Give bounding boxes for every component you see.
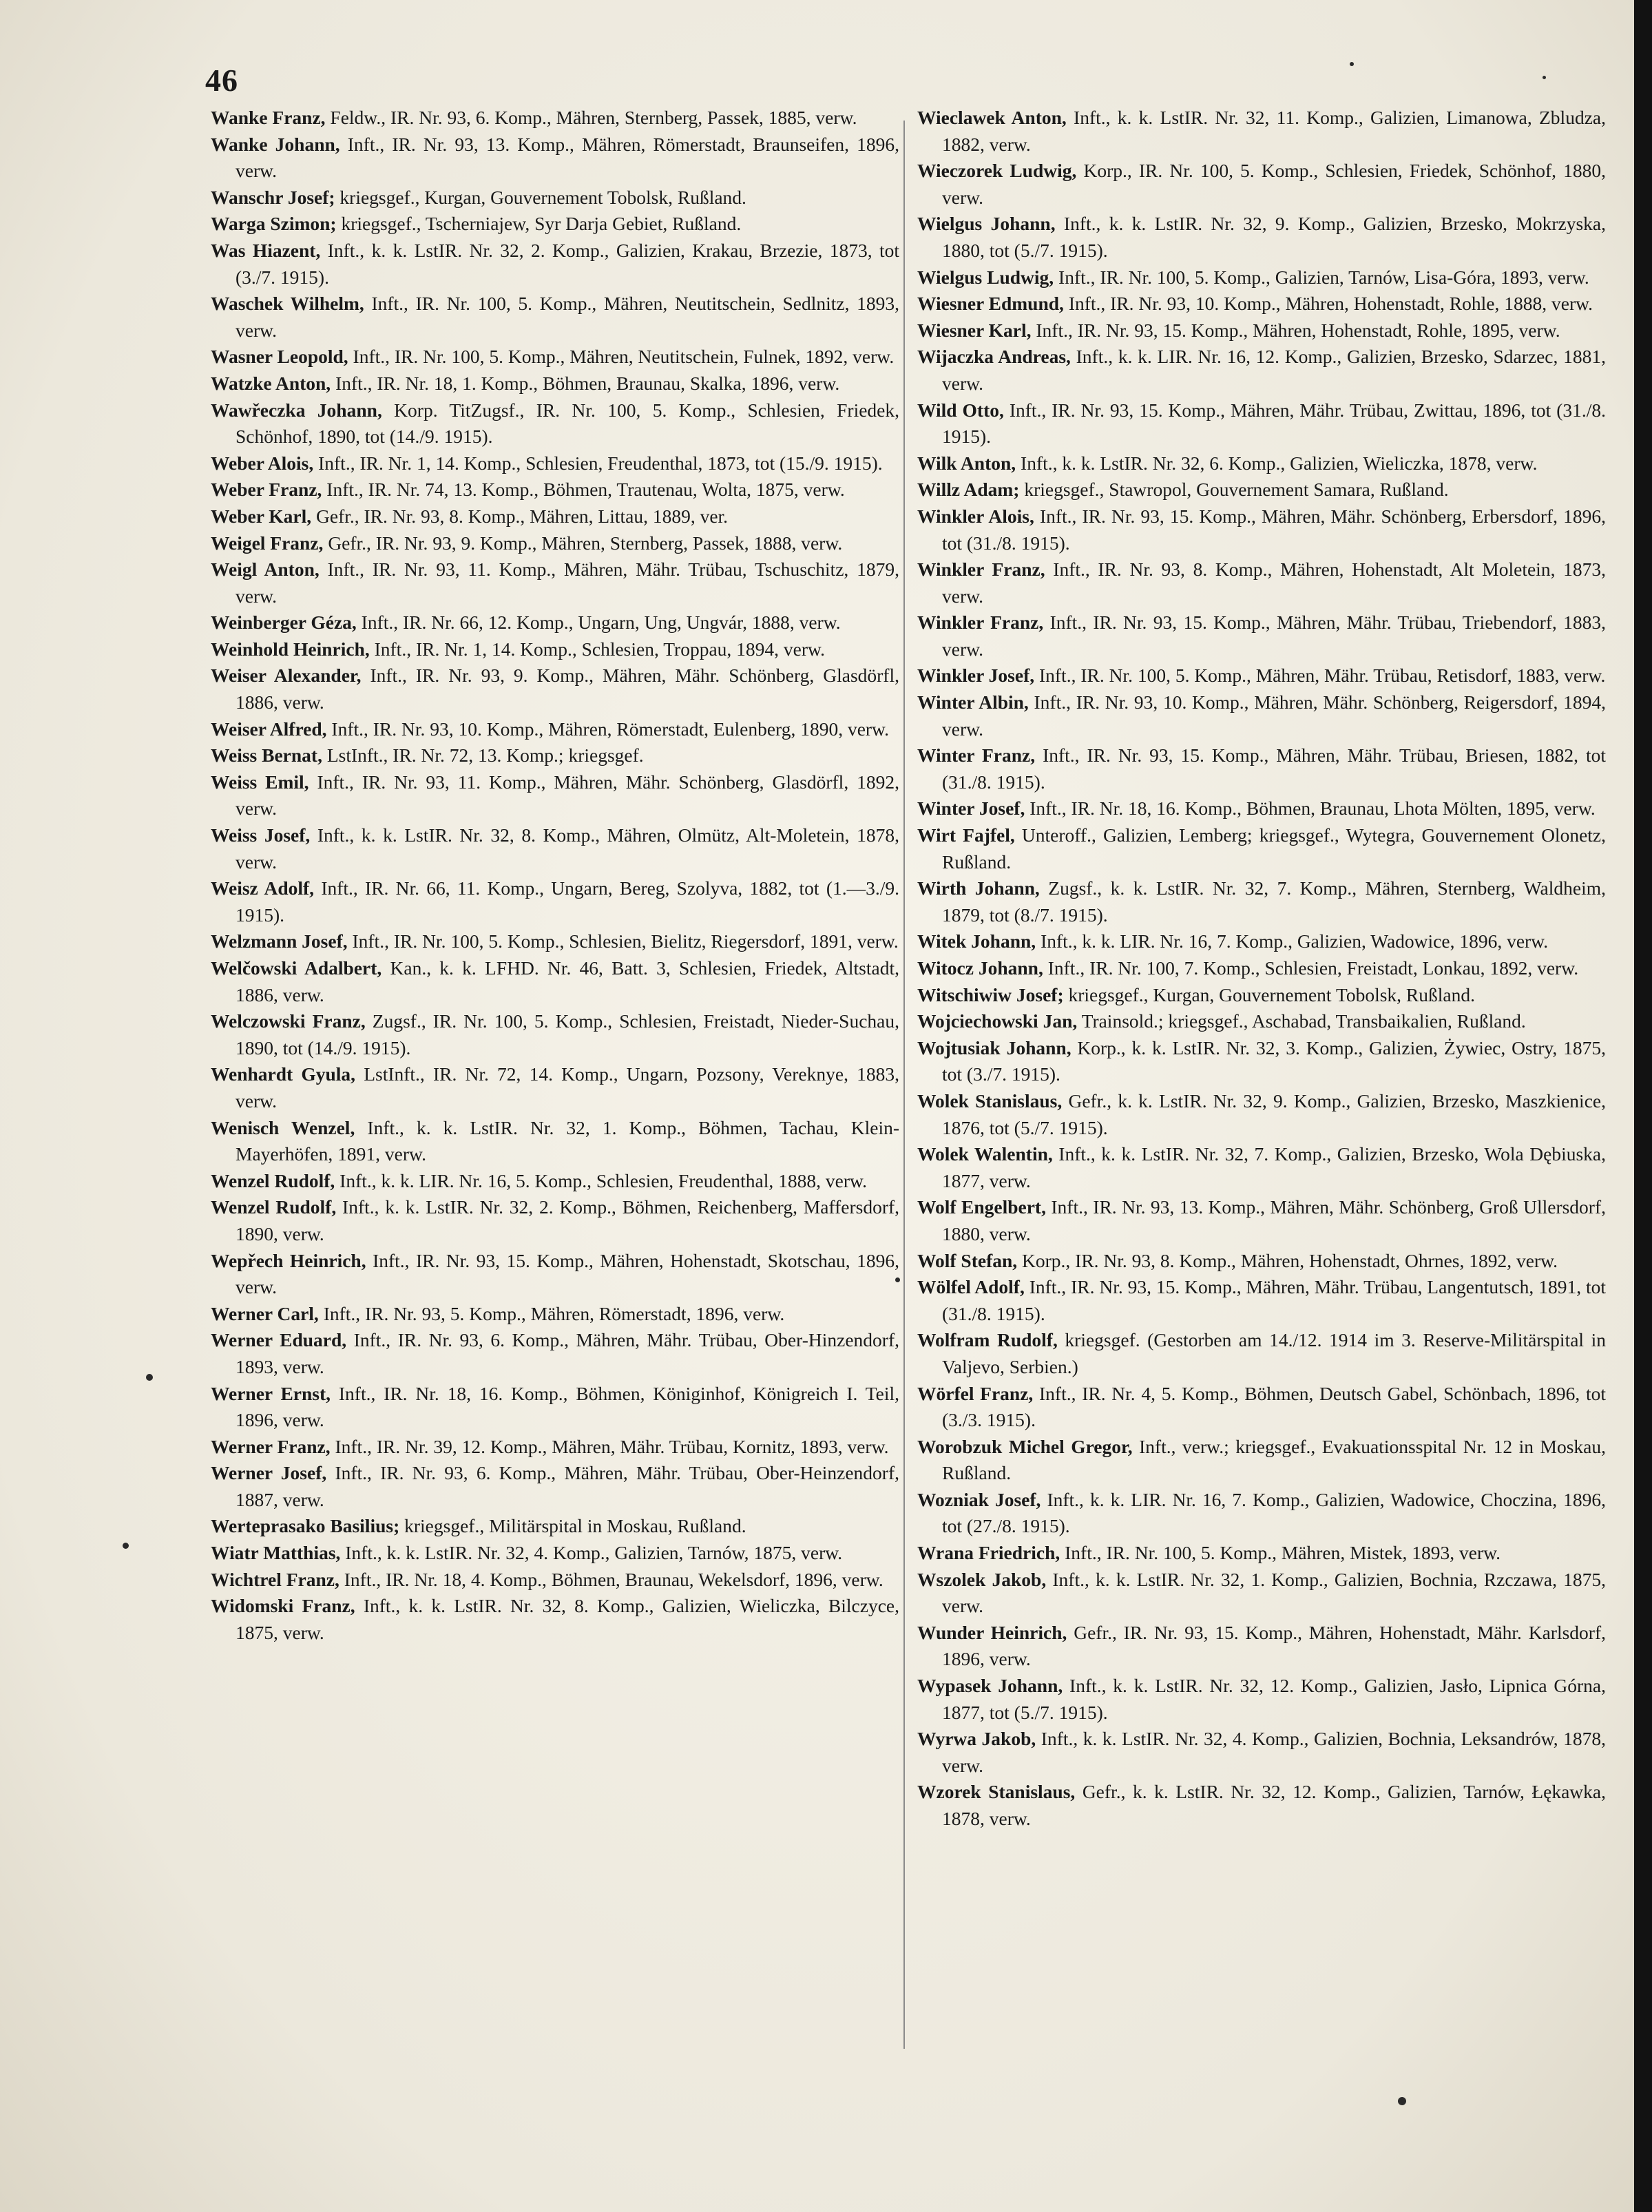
list-entry [211, 1194, 899, 1247]
list-entry [917, 1726, 1606, 1779]
entry-details: Inft., IR. Nr. 18, 1. Komp., Böhmen, Braunau, Skalka, 1896, verw. [331, 372, 840, 394]
list-entry [211, 238, 899, 291]
list-entry [211, 1115, 899, 1168]
entry-name: Wichtrel Franz, [211, 1568, 339, 1590]
list-entry [917, 105, 1606, 158]
entry-name: Weber Karl, [211, 505, 312, 527]
entry-details: Inft., IR. Nr. 93, 15. Komp., Mähren, Mähr. Trübau, Zwittau, 1896, tot (31./8. 1915). [942, 399, 1606, 448]
list-entry [917, 875, 1606, 928]
list-entry [211, 344, 899, 371]
entry-name: Winkler Franz, [917, 612, 1044, 634]
ink-speck [146, 1374, 153, 1381]
entry-name: Wojciechowski Jan, [917, 1010, 1078, 1032]
list-entry [211, 1567, 899, 1594]
entry-details: Inft., IR. Nr. 100, 5. Komp., Mähren, Neutitschein, Fulnek, 1892, verw. [348, 346, 895, 368]
entry-details: Inft., IR. Nr. 93, 9. Komp., Mähren, Mähr. Schönberg, Glasdörfl, 1886, verw. [236, 665, 899, 713]
entry-name: Weiser Alexander, [211, 665, 362, 687]
page-number: 46 [205, 63, 238, 98]
entry-details: Gefr., IR. Nr. 93, 15. Komp., Mähren, Hohenstadt, Mähr. Karlsdorf, 1896, verw. [942, 1621, 1606, 1670]
entry-details: kriegsgef., Kurgan, Gouvernement Tobolsk, Rußland. [1063, 983, 1475, 1005]
entry-name: Werner Carl, [211, 1302, 319, 1324]
entry-name: Wieczorek Ludwig, [917, 160, 1077, 182]
list-entry [917, 503, 1606, 556]
entry-details: Inft., IR. Nr. 100, 5. Komp., Galizien, Tarnów, Lisa-Góra, 1893, verw. [1054, 266, 1589, 288]
entry-name: Wolek Stanislaus, [917, 1089, 1063, 1112]
entry-name: Warga Szimon; [211, 213, 337, 235]
list-entry [917, 291, 1606, 317]
list-entry [211, 609, 899, 636]
entry-name: Wirth Johann, [917, 877, 1040, 899]
entry-name: Winkler Franz, [917, 559, 1045, 581]
entry-details: Inft., IR. Nr. 93, 15. Komp., Mähren, Mähr. Trübau, Triebendorf, 1883, verw. [942, 612, 1606, 660]
entry-name: Weigel Franz, [211, 532, 324, 554]
list-entry [917, 955, 1606, 982]
entry-name: Weigl Anton, [211, 559, 320, 581]
entry-details: Inft., IR. Nr. 18, 16. Komp., Böhmen, Königinhof, Königreich I. Teil, 1896, verw. [236, 1382, 899, 1431]
entry-details: Inft., IR. Nr. 93, 15. Komp., Mähren, Mähr. Trübau, Langentutsch, 1891, tot (31./8. 1915). [942, 1276, 1606, 1324]
entry-details: Inft., IR. Nr. 39, 12. Komp., Mähren, Mähr. Trübau, Kornitz, 1893, verw. [330, 1435, 889, 1457]
entry-name: Wanke Franz, [211, 107, 326, 128]
list-entry [917, 344, 1606, 397]
entry-details: Inft., IR. Nr. 93, 5. Komp., Mähren, Römerstadt, 1896, verw. [318, 1302, 785, 1324]
entry-name: Werner Eduard, [211, 1329, 347, 1351]
entry-name: Was Hiazent, [211, 239, 321, 261]
entry-name: Winkler Alois, [917, 505, 1034, 527]
entry-name: Wrana Friedrich, [917, 1542, 1060, 1564]
entry-details: Korp., IR. Nr. 100, 5. Komp., Schlesien, Friedek, Schönhof, 1880, verw. [942, 160, 1607, 208]
entry-name: Wolek Walentin, [917, 1143, 1053, 1165]
entry-name: Wunder Heinrich, [917, 1621, 1067, 1643]
entry-details: Gefr., k. k. LstIR. Nr. 32, 12. Komp., Galizien, Tarnów, Łękawka, 1878, verw. [942, 1781, 1606, 1829]
entry-name: Weiss Bernat, [211, 744, 322, 766]
entry-details: Inft., k. k. LIR. Nr. 16, 7. Komp., Galizien, Wadowice, Choczina, 1896, tot (27./8. 1915). [942, 1488, 1606, 1537]
entry-details: Inft., k. k. LstIR. Nr. 32, 7. Komp., Galizien, Brzesko, Wola Dębiuska, 1877, verw. [942, 1143, 1606, 1191]
entry-name: Wzorek Stanislaus, [917, 1781, 1076, 1803]
entry-name: Weiss Emil, [211, 771, 309, 793]
list-entry [917, 1487, 1606, 1540]
entry-details: Inft., IR. Nr. 93, 10. Komp., Mähren, Römerstadt, Eulenberg, 1890, verw. [326, 718, 890, 740]
list-entry [211, 530, 899, 557]
entry-name: Wepřech Heinrich, [211, 1249, 366, 1271]
entry-details: Inft., IR. Nr. 93, 11. Komp., Mähren, Mähr. Trübau, Tschuschitz, 1879, verw. [236, 559, 899, 607]
entry-name: Weiser Alfred, [211, 718, 327, 740]
entry-details: Inft., k. k. LstIR. Nr. 32, 1. Komp., Galizien, Bochnia, Rzczawa, 1875, verw. [942, 1568, 1607, 1617]
entry-name: Winter Josef, [917, 797, 1025, 820]
entry-name: Wilk Anton, [917, 452, 1016, 474]
list-entry [211, 1327, 899, 1380]
entry-details: Unteroff., Galizien, Lemberg; kriegsgef., Wytegra, Gouvernement Olonetz, Rußland. [942, 824, 1606, 873]
entry-name: Witek Johann, [917, 930, 1036, 952]
ink-speck [1350, 62, 1354, 66]
entry-name: Wyrwa Jakob, [917, 1728, 1036, 1750]
list-entry [211, 636, 899, 663]
list-entry [917, 1779, 1606, 1832]
list-entry [917, 158, 1606, 211]
entry-details: Inft., IR. Nr. 93, 10. Komp., Mähren, Mähr. Schönberg, Reigersdorf, 1894, verw. [942, 691, 1606, 740]
entry-details: kriegsgef., Tscherniajew, Syr Darja Gebiet, Rußland. [336, 213, 742, 235]
entry-details: Inft., k. k. LstIR. Nr. 32, 6. Komp., Galizien, Wieliczka, 1878, verw. [1016, 452, 1538, 474]
list-entry [211, 397, 899, 450]
entry-details: Inft., k. k. LstIR. Nr. 32, 4. Komp., Galizien, Bochnia, Leksandrów, 1878, verw. [942, 1728, 1606, 1776]
entry-name: Wijaczka Andreas, [917, 346, 1071, 368]
entry-details: Inft., IR. Nr. 18, 16. Komp., Böhmen, Braunau, Lhota Mölten, 1895, verw. [1025, 797, 1596, 820]
list-entry [917, 1620, 1606, 1673]
entry-name: Weber Franz, [211, 479, 322, 501]
list-entry [211, 822, 899, 875]
list-entry [917, 211, 1606, 264]
entry-details: LstInft., IR. Nr. 72, 13. Komp.; kriegsgef. [322, 744, 644, 766]
left-column [211, 105, 899, 1646]
list-entry [211, 1301, 899, 1328]
entry-details: Inft., IR. Nr. 1, 14. Komp., Schlesien, Freudenthal, 1873, tot (15./9. 1915). [313, 452, 883, 474]
list-entry [211, 769, 899, 822]
entry-details: Inft., IR. Nr. 100, 5. Komp., Mähren, Mähr. Trübau, Retisdorf, 1883, verw. [1034, 665, 1606, 687]
entry-name: Waschek Wilhelm, [211, 293, 364, 315]
entry-name: Wojtusiak Johann, [917, 1036, 1071, 1058]
list-entry [211, 875, 899, 928]
list-entry [211, 1168, 899, 1195]
entry-details: kriegsgef., Stawropol, Gouvernement Samara, Rußland. [1019, 479, 1449, 501]
entry-details: Inft., verw.; kriegsgef., Evakuationsspital Nr. 12 in Moskau, Rußland. [942, 1435, 1607, 1484]
entry-details: Inft., IR. Nr. 1, 14. Komp., Schlesien, Troppau, 1894, verw. [369, 638, 825, 660]
entry-name: Wölfel Adolf, [917, 1276, 1025, 1298]
entry-name: Worobzuk Michel Gregor, [917, 1435, 1133, 1457]
entry-name: Wozniak Josef, [917, 1488, 1041, 1510]
entry-details: Inft., IR. Nr. 93, 8. Komp., Mähren, Hohenstadt, Alt Moletein, 1873, verw. [942, 559, 1607, 607]
entry-name: Werner Franz, [211, 1435, 331, 1457]
list-entry [917, 742, 1606, 795]
list-entry [917, 1327, 1606, 1380]
entry-name: Werner Ernst, [211, 1382, 331, 1404]
list-entry [917, 1194, 1606, 1247]
entry-name: Wielgus Ludwig, [917, 266, 1054, 288]
entry-name: Welčowski Adalbert, [211, 957, 382, 979]
list-entry [917, 477, 1606, 503]
list-entry [211, 716, 899, 743]
list-entry [211, 955, 899, 1008]
list-entry [211, 1381, 899, 1434]
list-entry [211, 556, 899, 609]
entry-name: Weinhold Heinrich, [211, 638, 370, 660]
entry-name: Wiatr Matthias, [211, 1542, 341, 1564]
entry-details: Inft., IR. Nr. 100, 5. Komp., Schlesien, Bielitz, Riegersdorf, 1891, verw. [347, 930, 899, 952]
list-entry [917, 1274, 1606, 1327]
list-entry [917, 317, 1606, 344]
entry-name: Wolf Engelbert, [917, 1196, 1046, 1218]
entry-details: Inft., IR. Nr. 93, 6. Komp., Mähren, Mähr. Trübau, Ober-Heinzendorf, 1887, verw. [236, 1462, 899, 1510]
ink-speck [123, 1543, 129, 1549]
entry-name: Wiesner Edmund, [917, 293, 1064, 315]
entry-name: Wasner Leopold, [211, 346, 348, 368]
entry-name: Weinberger Géza, [211, 612, 357, 634]
list-entry [211, 450, 899, 477]
entry-name: Wenzel Rudolf, [211, 1169, 335, 1191]
entry-name: Wypasek Johann, [917, 1675, 1063, 1697]
entry-details: Inft., k. k. LstIR. Nr. 32, 1. Komp., Böhmen, Tachau, Klein-Mayerhöfen, 1891, verw. [236, 1116, 899, 1165]
entry-details: Inft., IR. Nr. 93, 11. Komp., Mähren, Mähr. Schönberg, Glasdörfl, 1892, verw. [236, 771, 899, 820]
ink-speck [1543, 76, 1546, 79]
list-entry [917, 928, 1606, 955]
entry-details: Korp., k. k. LstIR. Nr. 32, 3. Komp., Galizien, Żywiec, Ostry, 1875, tot (3./7. 1915). [942, 1036, 1606, 1085]
entry-details: Inft., IR. Nr. 100, 5. Komp., Mähren, Neutitschein, Sedlnitz, 1893, verw. [236, 293, 899, 341]
entry-details: Zugsf., k. k. LstIR. Nr. 32, 7. Komp., Mähren, Sternberg, Waldheim, 1879, tot (8./7. 1915). [942, 877, 1607, 926]
list-entry [211, 1460, 899, 1513]
list-entry [917, 1141, 1606, 1194]
entry-name: Weber Alois, [211, 452, 314, 474]
entry-name: Wieclawek Anton, [917, 107, 1067, 128]
entry-details: Inft., k. k. LstIR. Nr. 32, 2. Komp., Böhmen, Reichenberg, Maffersdorf, 1890, verw. [236, 1196, 900, 1244]
entry-name: Winter Albin, [917, 691, 1029, 713]
ink-speck [1398, 2097, 1406, 2105]
entry-details: Inft., k. k. LIR. Nr. 16, 7. Komp., Galizien, Wadowice, 1896, verw. [1036, 930, 1549, 952]
entry-name: Winter Franz, [917, 744, 1036, 766]
list-entry [917, 1088, 1606, 1141]
entry-details: kriegsgef., Militärspital in Moskau, Rußland. [399, 1515, 746, 1537]
entry-name: Willz Adam; [917, 479, 1020, 501]
list-entry [917, 1248, 1606, 1275]
entry-details: Inft., IR. Nr. 100, 5. Komp., Mähren, Mistek, 1893, verw. [1060, 1542, 1501, 1564]
list-entry [917, 556, 1606, 609]
list-entry [211, 371, 899, 397]
scan-edge [1634, 0, 1652, 2212]
list-entry [211, 1008, 899, 1061]
entry-details: Inft., IR. Nr. 4, 5. Komp., Böhmen, Deutsch Gabel, Schönbach, 1896, tot (3./3. 1915). [942, 1382, 1606, 1431]
column-divider [903, 121, 905, 2049]
entry-details: Feldw., IR. Nr. 93, 6. Komp., Mähren, Sternberg, Passek, 1885, verw. [325, 107, 857, 128]
entry-name: Welzmann Josef, [211, 930, 348, 952]
entry-name: Wanschr Josef; [211, 186, 335, 208]
entry-name: Wild Otto, [917, 399, 1004, 421]
entry-name: Wenhardt Gyula, [211, 1063, 356, 1085]
list-entry [917, 795, 1606, 822]
entry-name: Wenzel Rudolf, [211, 1196, 337, 1218]
entry-details: Inft., k. k. LIR. Nr. 16, 5. Komp., Schlesien, Freudenthal, 1888, verw. [335, 1169, 867, 1191]
list-entry [917, 1434, 1606, 1487]
entry-details: Inft., IR. Nr. 93, 6. Komp., Mähren, Mähr. Trübau, Ober-Hinzendorf, 1893, verw. [236, 1329, 899, 1377]
list-entry [211, 1593, 899, 1646]
entry-details: Inft., IR. Nr. 93, 13. Komp., Mähren, Römerstadt, Braunseifen, 1896, verw. [236, 133, 899, 182]
entry-details: Inft., IR. Nr. 93, 15. Komp., Mähren, Hohenstadt, Skotschau, 1896, verw. [236, 1249, 899, 1298]
list-entry [917, 1673, 1606, 1726]
entry-name: Wiesner Karl, [917, 319, 1032, 341]
entry-details: Korp., IR. Nr. 93, 8. Komp., Mähren, Hohenstadt, Ohrnes, 1892, verw. [1017, 1249, 1558, 1271]
entry-name: Wirt Fajfel, [917, 824, 1015, 846]
entry-name: Wolfram Rudolf, [917, 1329, 1058, 1351]
entry-name: Wawřeczka Johann, [211, 399, 382, 421]
entry-name: Werteprasako Basilius; [211, 1515, 400, 1537]
entry-details: LstInft., IR. Nr. 72, 14. Komp., Ungarn, Pozsony, Vereknye, 1883, verw. [236, 1063, 899, 1112]
list-entry [211, 1540, 899, 1567]
entry-name: Wszolek Jakob, [917, 1568, 1047, 1590]
list-entry [917, 1567, 1606, 1620]
list-entry [917, 822, 1606, 875]
entry-name: Widomski Franz, [211, 1595, 355, 1617]
entry-details: Inft., IR. Nr. 93, 10. Komp., Mähren, Hohenstadt, Rohle, 1888, verw. [1063, 293, 1593, 315]
right-column [917, 105, 1606, 1833]
list-entry [211, 662, 899, 716]
entry-details: Inft., k. k. LstIR. Nr. 32, 8. Komp., Galizien, Wieliczka, Bilczyce, 1875, verw. [236, 1595, 899, 1643]
list-entry [211, 211, 899, 238]
entry-details: Inft., k. k. LstIR. Nr. 32, 12. Komp., Galizien, Jasło, Lipnica Górna, 1877, tot (5./7. 1915). [942, 1675, 1606, 1723]
entry-details: Inft., IR. Nr. 18, 4. Komp., Böhmen, Braunau, Wekelsdorf, 1896, verw. [339, 1568, 883, 1590]
list-entry [917, 397, 1606, 450]
entry-details: Kan., k. k. LFHD. Nr. 46, Batt. 3, Schlesien, Friedek, Altstadt, 1886, verw. [236, 957, 899, 1005]
entry-details: Zugsf., IR. Nr. 100, 5. Komp., Schlesien, Freistadt, Nieder-Suchau, 1890, tot (14./9. 1915). [236, 1010, 899, 1058]
entry-name: Weisz Adolf, [211, 877, 315, 899]
list-entry [211, 1434, 899, 1461]
list-entry [211, 1513, 899, 1540]
entry-name: Werner Josef, [211, 1462, 327, 1484]
entry-details: Inft., k. k. LstIR. Nr. 32, 4. Komp., Galizien, Tarnów, 1875, verw. [340, 1542, 843, 1564]
list-entry [917, 662, 1606, 689]
entry-details: Inft., k. k. LstIR. Nr. 32, 11. Komp., Galizien, Limanowa, Zbludza, 1882, verw. [942, 107, 1606, 155]
entry-name: Witocz Johann, [917, 957, 1043, 979]
list-entry [211, 1061, 899, 1114]
entry-details: Inft., IR. Nr. 74, 13. Komp., Böhmen, Trautenau, Wolta, 1875, verw. [322, 479, 845, 501]
list-entry [211, 477, 899, 503]
entry-name: Wolf Stefan, [917, 1249, 1018, 1271]
list-entry [917, 1381, 1606, 1434]
list-entry [211, 742, 899, 769]
list-entry [917, 689, 1606, 742]
entry-name: Weiss Josef, [211, 824, 311, 846]
entry-details: Trainsold.; kriegsgef., Aschabad, Transbaikalien, Rußland. [1077, 1010, 1526, 1032]
entry-details: Gefr., IR. Nr. 93, 8. Komp., Mähren, Littau, 1889, ver. [311, 505, 729, 527]
list-entry [211, 185, 899, 211]
entry-details: kriegsgef., Kurgan, Gouvernement Tobolsk, Rußland. [335, 186, 746, 208]
list-entry [917, 1008, 1606, 1035]
entry-name: Winkler Josef, [917, 665, 1035, 687]
list-entry [211, 105, 899, 132]
entry-details: Inft., IR. Nr. 66, 12. Komp., Ungarn, Ung, Ungvár, 1888, verw. [356, 612, 841, 634]
entry-details: Inft., k. k. LstIR. Nr. 32, 9. Komp., Galizien, Brzesko, Mokrzyska, 1880, tot (5./7. 1915). [942, 213, 1606, 261]
entry-name: Watzke Anton, [211, 372, 331, 394]
entry-details: Inft., k. k. LstIR. Nr. 32, 2. Komp., Galizien, Krakau, Brzezie, 1873, tot (3./7. 1915). [236, 239, 899, 288]
entry-details: Inft., IR. Nr. 93, 15. Komp., Mähren, Mähr. Trübau, Briesen, 1882, tot (31./8. 1915). [942, 744, 1607, 793]
list-entry [211, 503, 899, 530]
list-entry [917, 1035, 1606, 1088]
list-entry [211, 928, 899, 955]
entry-name: Witschiwiw Josef; [917, 983, 1064, 1005]
entry-name: Wörfel Franz, [917, 1382, 1034, 1404]
ink-speck [895, 1277, 900, 1282]
entry-details: Gefr., IR. Nr. 93, 9. Komp., Mähren, Sternberg, Passek, 1888, verw. [323, 532, 843, 554]
entry-details: Inft., IR. Nr. 93, 15. Komp., Mähren, Hohenstadt, Rohle, 1895, verw. [1031, 319, 1560, 341]
list-entry [211, 1248, 899, 1301]
list-entry [917, 1540, 1606, 1567]
entry-name: Wielgus Johann, [917, 213, 1056, 235]
entry-details: Inft., IR. Nr. 66, 11. Komp., Ungarn, Bereg, Szolyva, 1882, tot (1.—3./9. 1915). [236, 877, 900, 926]
entry-name: Welczowski Franz, [211, 1010, 366, 1032]
entry-details: Gefr., k. k. LstIR. Nr. 32, 9. Komp., Galizien, Brzesko, Maszkienice, 1876, tot (5./7. 1915). [942, 1089, 1606, 1138]
list-entry [917, 450, 1606, 477]
list-entry [917, 609, 1606, 662]
entry-name: Wenisch Wenzel, [211, 1116, 355, 1138]
entry-name: Wanke Johann, [211, 133, 340, 155]
entry-details: Korp. TitZugsf., IR. Nr. 100, 5. Komp., Schlesien, Friedek, Schönhof, 1890, tot (14./9. 1915). [236, 399, 899, 448]
entry-details: Inft., IR. Nr. 93, 13. Komp., Mähren, Mähr. Schönberg, Groß Ullersdorf, 1880, verw. [942, 1196, 1606, 1244]
entry-details: Inft., k. k. LstIR. Nr. 32, 8. Komp., Mähren, Olmütz, Alt-Moletein, 1878, verw. [236, 824, 899, 873]
list-entry [211, 132, 899, 185]
list-entry [917, 982, 1606, 1009]
list-entry [917, 264, 1606, 291]
entry-details: Inft., IR. Nr. 100, 7. Komp., Schlesien, Freistadt, Lonkau, 1892, verw. [1043, 957, 1579, 979]
entry-details: Inft., IR. Nr. 93, 15. Komp., Mähren, Mähr. Schönberg, Erbersdorf, 1896, tot (31./8. 1915). [942, 505, 1606, 554]
entry-details: Inft., k. k. LIR. Nr. 16, 12. Komp., Galizien, Brzesko, Sdarzec, 1881, verw. [942, 346, 1606, 394]
list-entry [211, 291, 899, 344]
entry-details: kriegsgef. (Gestorben am 14./12. 1914 im 3. Reserve-Militärspital in Valjevo, Serbien.) [942, 1329, 1607, 1377]
